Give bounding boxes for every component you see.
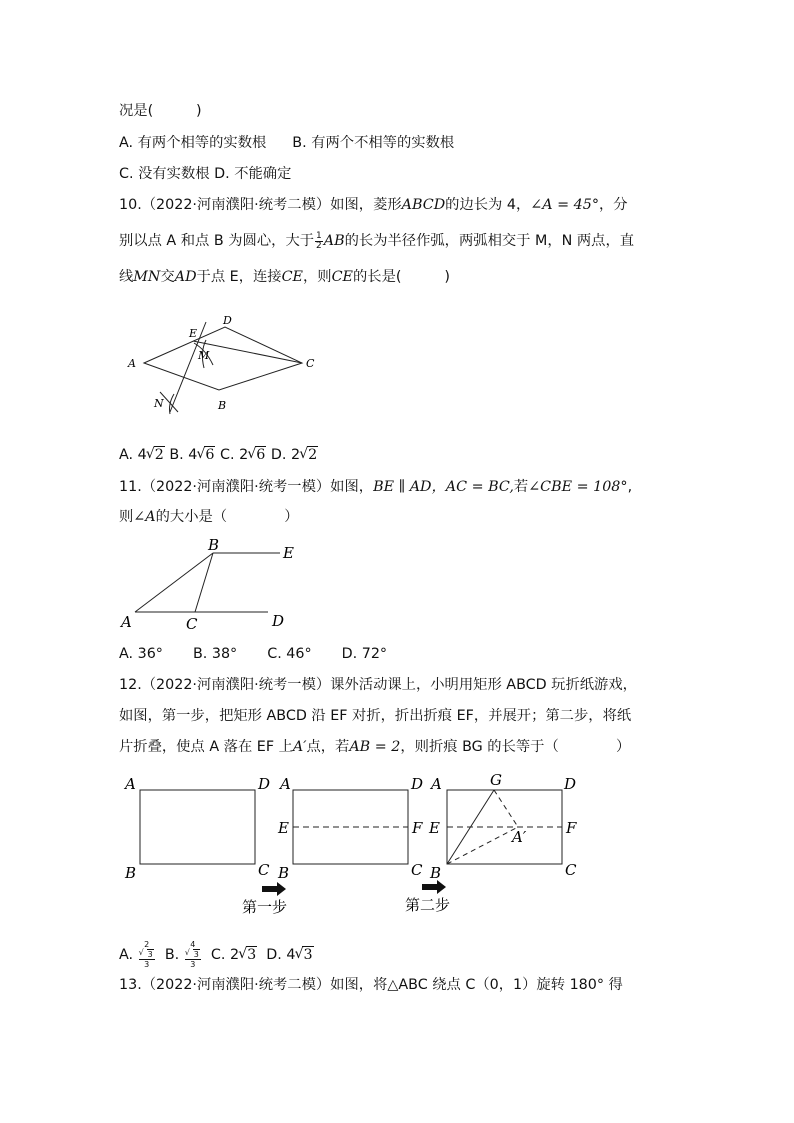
q10-options [119, 445, 318, 465]
q12-stem-line1: 12.（2022·河南濮阳·统考一模）课外活动课上，小明用矩形 ABCD 玩折纸游戏， [119, 677, 637, 693]
q11-stem-line1: 11.（2022·河南濮阳·统考一模）如图，BE ∥ AD，AC = BC,若∠CBE = 108°, [119, 479, 633, 495]
label-c: C [306, 357, 315, 370]
arrow-step1-icon [262, 882, 286, 896]
label-d: D [272, 612, 285, 630]
q9-tail: 况是( ) [119, 103, 202, 119]
fig3-label-f: F [566, 819, 577, 837]
q9-option-d[interactable]: D. 不能确定 [214, 166, 292, 182]
q11-option-b[interactable]: B. 38° [192, 646, 238, 662]
q11-stem-line2: 则∠A的大小是（ ） [119, 509, 299, 525]
q12-folding-figures [120, 768, 590, 923]
q12-stem-line2: 如图，第一步，把矩形 ABCD 沿 EF 对折，折出折痕 EF，并展开；第二步，将纸 [119, 708, 632, 724]
label-e: E [283, 544, 294, 562]
q12-option-b[interactable]: B. 4 √ 3 3 [165, 947, 202, 963]
label-c: C [186, 615, 198, 633]
fig3-label-c: C [565, 861, 577, 879]
q12-option-d[interactable]: D. 4√ 3 [266, 947, 313, 963]
fig2-label-e: E [278, 819, 289, 837]
label-b: B [218, 399, 227, 412]
fig3-label-d: D [564, 775, 577, 793]
fig2-label-f: F [412, 819, 423, 837]
q10-stem-line1: 10.（2022·河南濮阳·统考二模）如图，菱形ABCD的边长为 4，∠A = 45°，分 [119, 197, 628, 213]
label-m: M [198, 349, 210, 362]
q12-option-c[interactable]: C. 2√ 3 [211, 947, 257, 963]
fig3-label-e: E [429, 819, 440, 837]
step1-label: 第一步 [242, 898, 288, 916]
step2-label: 第二步 [405, 896, 451, 914]
q9-option-a[interactable]: A. 有两个相等的实数根 [119, 135, 267, 151]
segment-ab [135, 553, 213, 612]
q10-stem-line3: 线MN交AD于点 E，连接CE，则CE的长是( ) [119, 269, 450, 285]
q12-stem-line3: 片折叠，使点 A 落在 EF 上A′点，若AB = 2，则折痕 BG 的长等于（ ） [119, 739, 631, 755]
fig3-folded-rectangle [428, 771, 577, 882]
fig2-label-c: C [411, 861, 423, 879]
q10-option-b[interactable]: B. 4√ 6 [169, 447, 215, 463]
q9-options-row2 [119, 164, 291, 184]
q12-options [119, 940, 314, 969]
q11-option-a[interactable]: A. 36° [119, 646, 163, 662]
fig2-label-a: A [280, 775, 291, 793]
label-n: N [154, 397, 164, 410]
q9-option-b[interactable]: B. 有两个不相等的实数根 [292, 135, 455, 151]
fig1-label-a: A [125, 775, 136, 793]
q9-options-row1 [119, 133, 454, 153]
q12-option-a[interactable]: A. 2 √ 3 3 [119, 947, 156, 963]
q11-option-c[interactable]: C. 46° [267, 646, 312, 662]
label-a: A [128, 357, 136, 370]
segment-bc [195, 553, 213, 612]
fig2-rectangle-with-ef [277, 775, 423, 882]
q10-rhombus-figure [120, 310, 330, 420]
fig1-rectangle-abcd [123, 775, 270, 882]
label-a: A [121, 613, 132, 631]
label-b: B [208, 536, 220, 554]
q10-option-a[interactable]: A. 4√ 2 [119, 447, 165, 463]
fig1-label-d: D [258, 775, 271, 793]
q11-options [119, 644, 387, 664]
fig2-label-d: D [411, 775, 424, 793]
q10-option-c[interactable]: C. 2√ 6 [220, 447, 266, 463]
fig2-label-b: B [278, 864, 290, 882]
fig3-label-g: G [490, 771, 502, 789]
q11-option-d[interactable]: D. 72° [341, 646, 388, 662]
q10-stem-line2: 别以点 A 和点 B 为圆心，大于 $\frac{1}{2}$ AB的长为半径作弧，两弧相交于 M，N 两点，直 [119, 230, 635, 251]
line-mn [170, 322, 206, 412]
q9-option-c[interactable]: C. 没有实数根 [119, 166, 210, 182]
arrow-step2-icon [422, 880, 446, 894]
label-e: E [189, 327, 198, 340]
q13-stem-line1: 13.（2022·河南濮阳·统考二模）如图，将△ABC 绕点 C（0，1）旋转 180° 得 [119, 977, 623, 993]
q10-option-d[interactable]: D. 2√ 2 [271, 447, 318, 463]
label-d: D [223, 314, 232, 327]
fig3-label-a-prime: A′ [512, 828, 527, 846]
fig1-label-b: B [125, 864, 137, 882]
fig3-label-b: B [430, 864, 442, 882]
segment-ce [193, 341, 302, 363]
fig1-label-c: C [258, 861, 270, 879]
q11-figure [118, 537, 308, 632]
one-half-fraction: $\frac{1}{2}$ [316, 230, 322, 251]
fig3-label-a: A [431, 775, 442, 793]
